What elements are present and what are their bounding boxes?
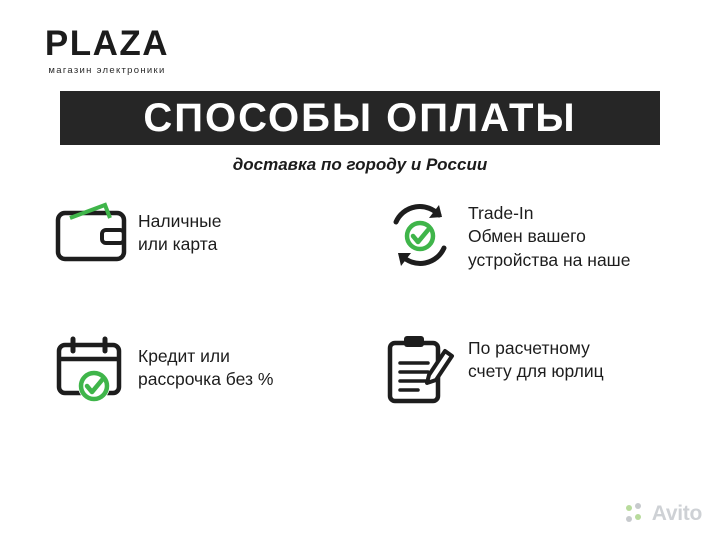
label-line-2: или карта [138,234,218,255]
wallet-icon [52,196,138,276]
payment-method-cash-or-card [52,196,382,331]
avito-watermark [626,502,702,526]
label-line-1: По расчетному [468,338,590,358]
label-line-1: Наличные [138,211,222,231]
label-line-2: счету для юрлиц [468,361,604,382]
brand-tagline: магазин электроники [48,65,166,76]
label-line-1: Кредит или [138,346,230,366]
avito-logo-icon [626,503,648,525]
watermark-text: Avito [651,502,702,525]
calendar-check-icon [52,331,138,411]
payment-method-label [468,331,604,384]
page-title: СПОСОБЫ ОПЛАТЫ [143,96,577,140]
subtitle: доставка по городу и России [232,155,488,174]
clipboard-pen-icon [382,331,468,411]
payment-method-credit-installment [52,331,382,466]
payment-method-bank-invoice [382,331,672,466]
label-line-2: Обмен вашего [468,226,586,247]
trade-in-arrows-icon [382,196,468,276]
payment-method-label [138,196,221,257]
brand-logo [27,26,187,76]
payment-method-trade-in [382,196,672,331]
payment-method-label [138,331,273,392]
payment-methods-grid [52,196,672,466]
payment-method-label [468,196,630,272]
label-line-1: Trade-In [468,203,534,223]
label-line-3: устройства на наше [468,249,631,270]
label-line-2: рассрочка без % [138,369,274,390]
title-band [60,91,660,145]
brand-name: PLAZA [44,24,170,63]
